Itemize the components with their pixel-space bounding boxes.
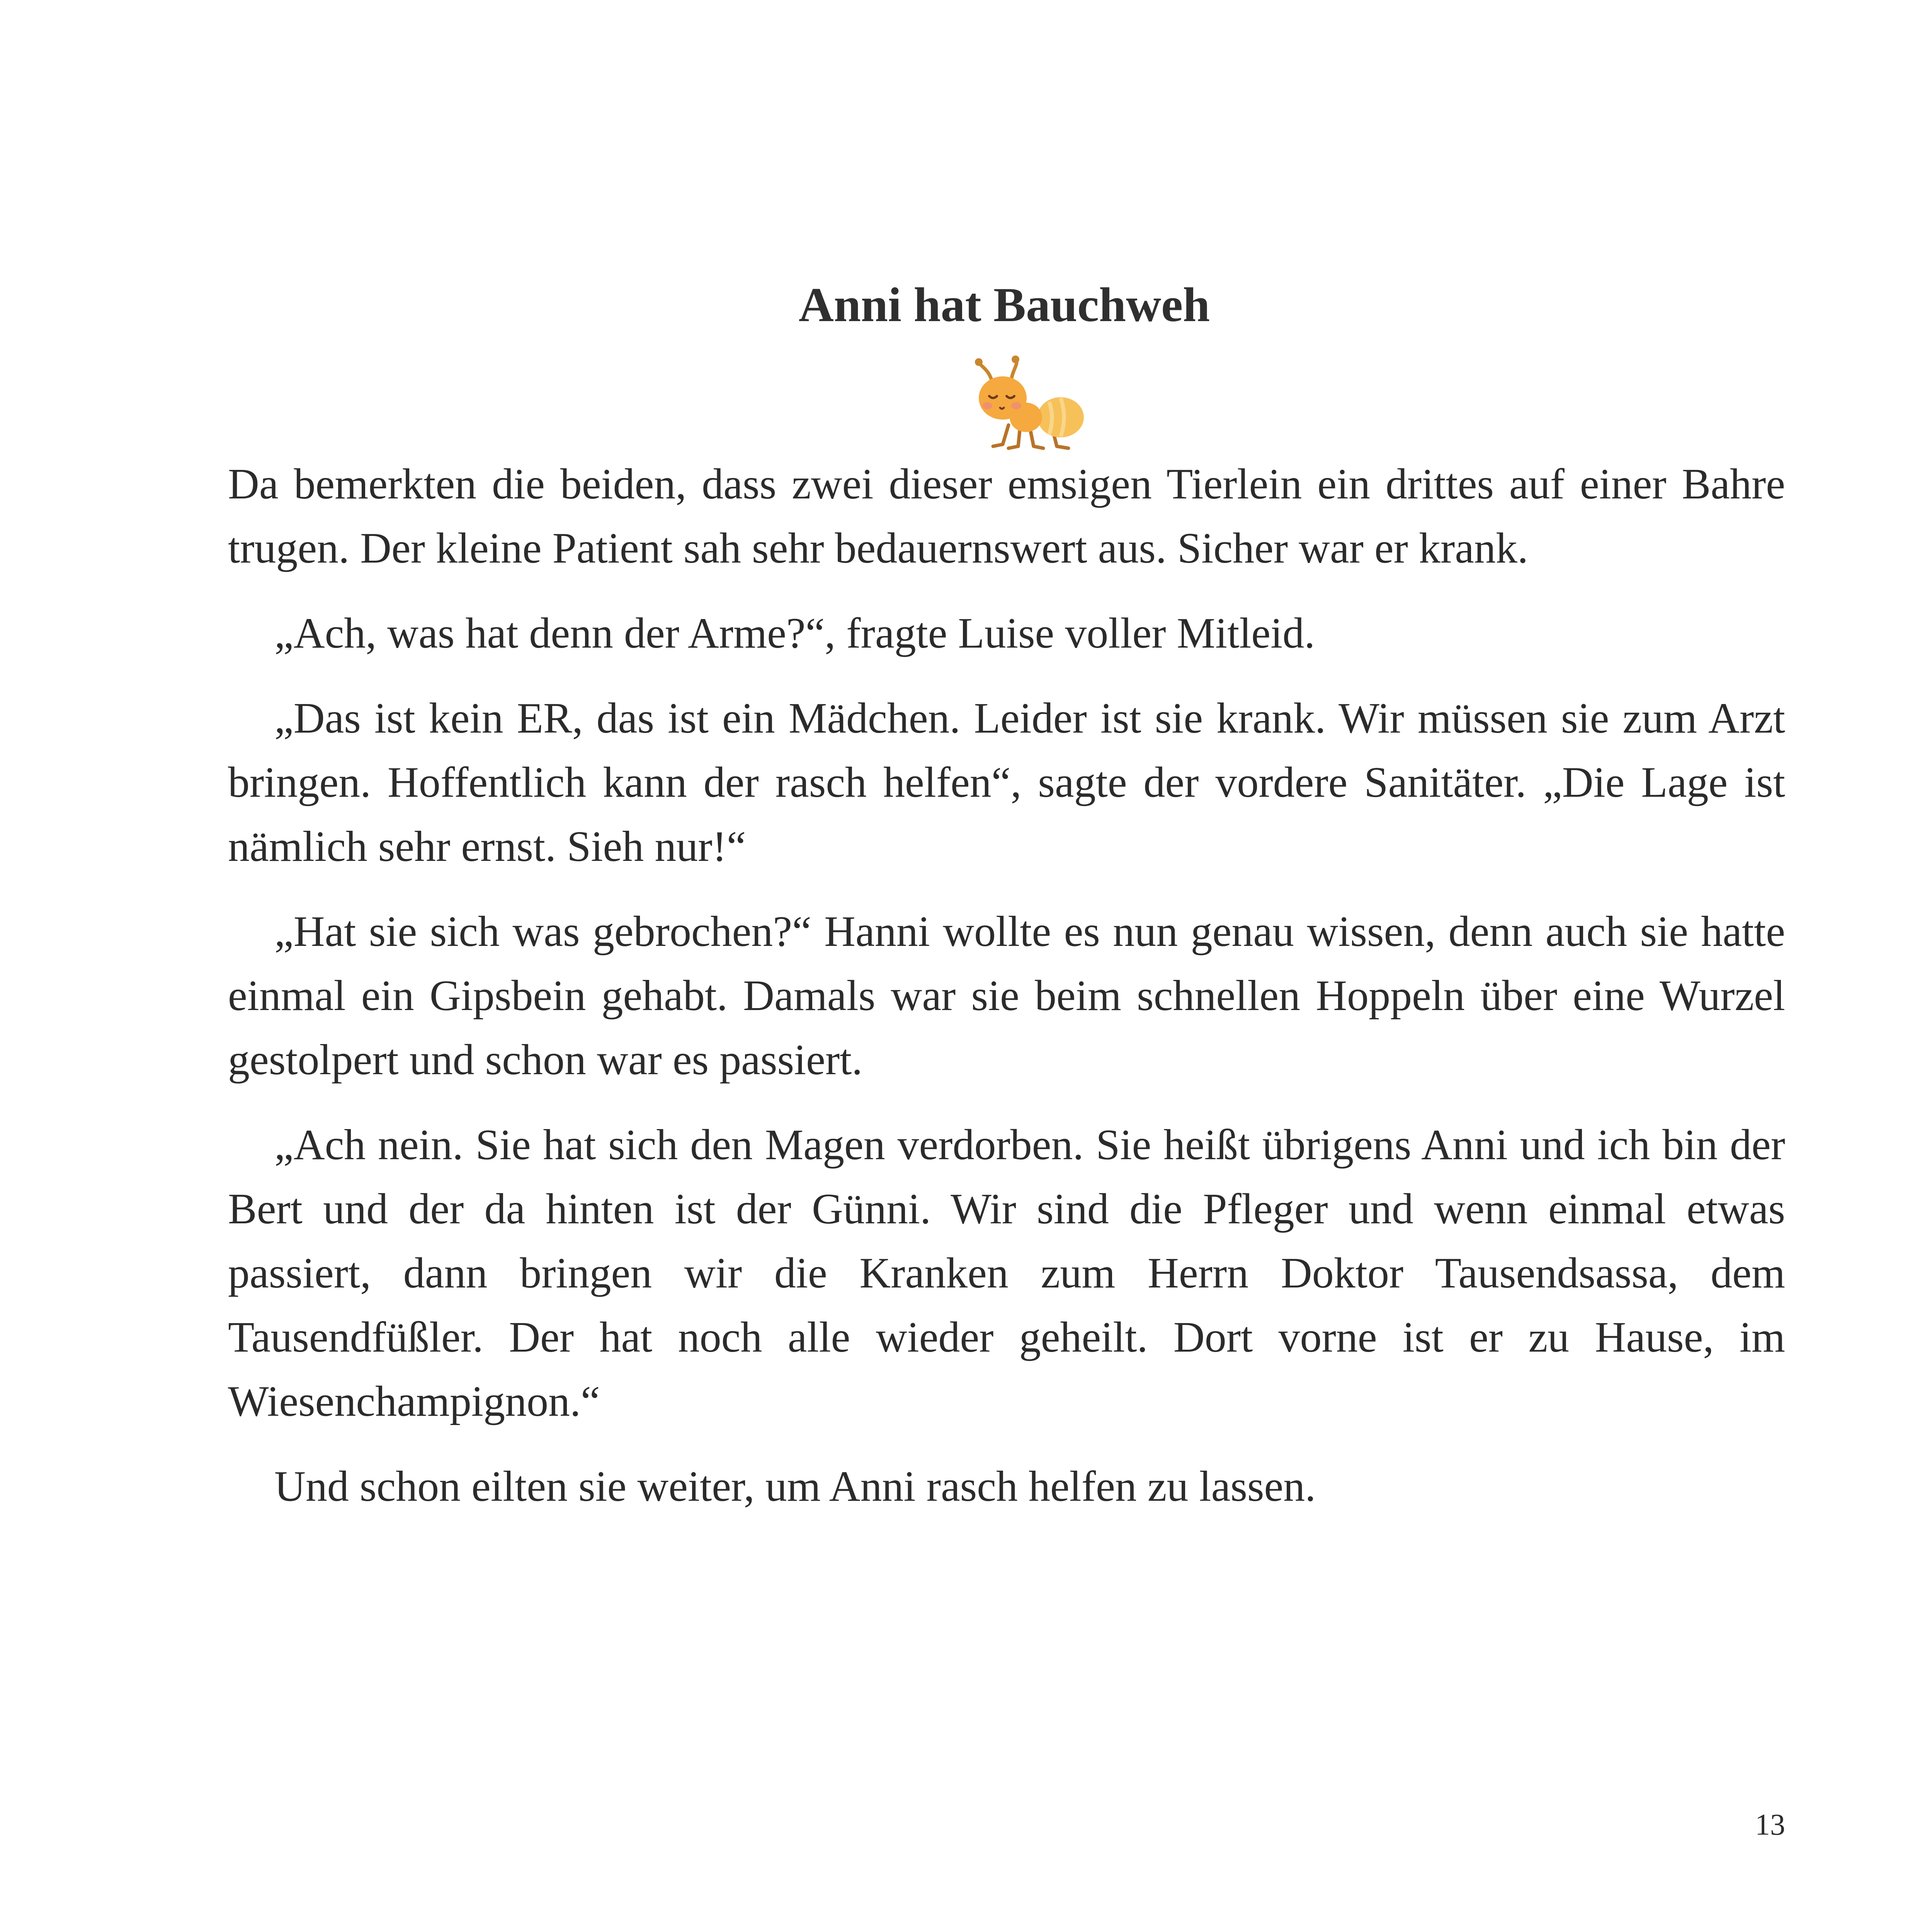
paragraph: „Das ist kein ER, das ist ein Mädchen. Leider ist sie krank. Wir müssen sie zum Arzt bringen. Hoffentlich kann der rasch helfen“, sagte der vordere Sanitäter. „Die Lage ist nämlich sehr ernst. Sieh nur!“ — [228, 694, 1785, 871]
paragraph: Und schon eilten sie weiter, um Anni rasch helfen zu lassen. — [274, 1463, 1316, 1510]
paragraph: „Hat sie sich was gebrochen?“ Hanni wollte es nun genau wissen, denn auch sie hatte einmal ein Gipsbein gehabt. Damals war sie beim schnellen Hoppeln über eine Wurzel gestolpert und schon war es passiert. — [228, 908, 1785, 1084]
story-text — [228, 452, 1785, 1539]
chapter-title: Anni hat Bauchweh — [798, 278, 1210, 332]
paragraph: Da bemerkten die beiden, dass zwei dieser emsigen Tierlein ein drittes auf einer Bahre trugen. Der kleine Patient sah sehr bedauernswert aus. Sicher war er krank. — [228, 460, 1785, 572]
paragraph: „Ach nein. Sie hat sich den Magen verdorben. Sie heißt übrigens Anni und ich bin der Bert und der da hinten ist der Günni. Wir sind die Pfleger und wenn einmal etwas passiert, dann bringen wir die Kranken zum Herrn Doktor Tausendsassa, dem Tausendfüßler. Der hat noch alle wieder geheilt. Dort vorne ist er zu Hause, im Wiesenchampignon.“ — [228, 1121, 1785, 1425]
page-number: 13 — [1755, 1808, 1785, 1841]
ant-icon — [966, 354, 1086, 454]
paragraph: „Ach, was hat denn der Arme?“, fragte Luise voller Mitleid. — [274, 609, 1315, 657]
